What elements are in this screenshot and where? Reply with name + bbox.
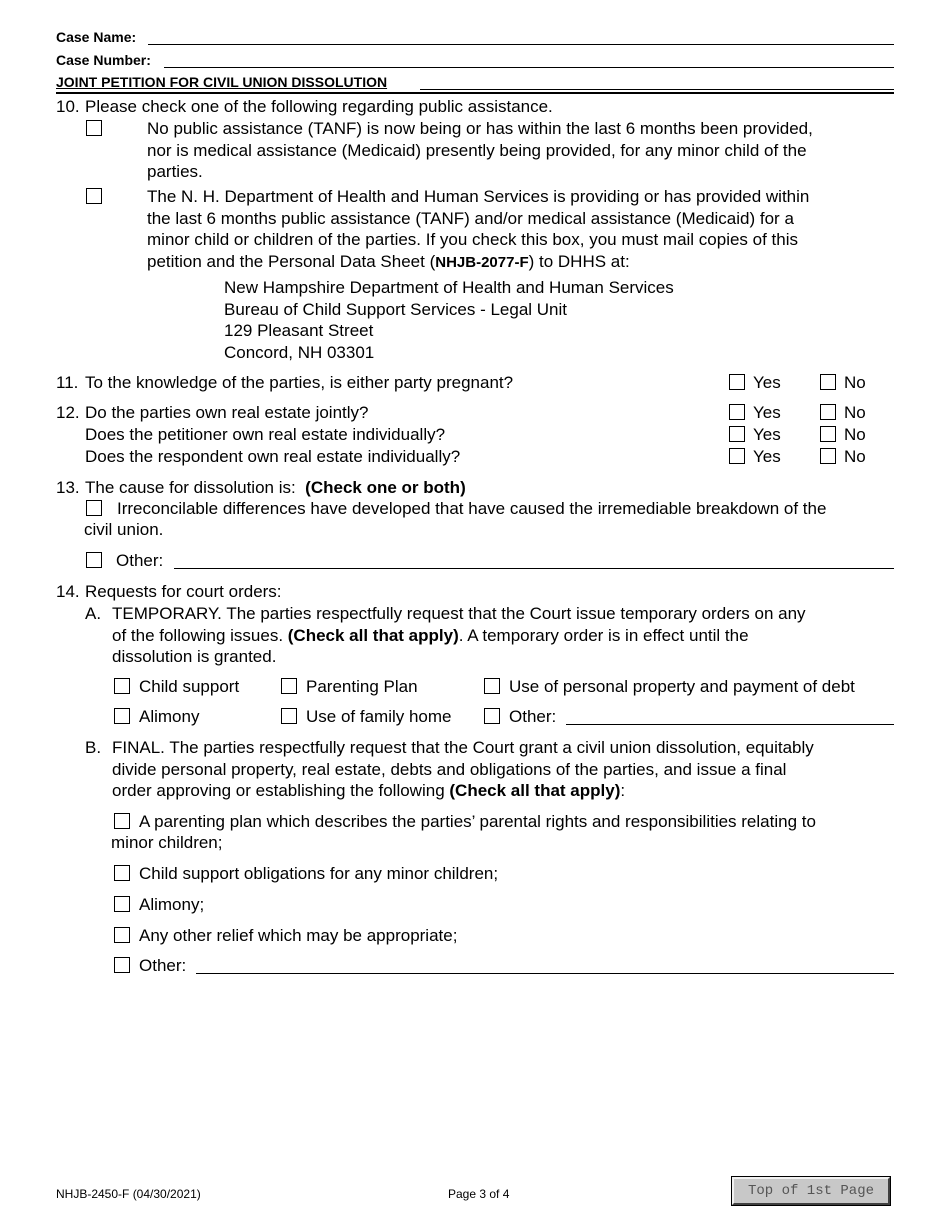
case-name-field[interactable]: [148, 44, 894, 45]
q14-b-line1: FINAL. The parties respectfully request that the Court grant a civil union dissolution, equitably: [112, 738, 814, 757]
q14-b-line3-post: :: [620, 781, 626, 800]
q12-respondent-yes-label: Yes: [753, 447, 781, 466]
temp-parenting-plan-label: Parenting Plan: [306, 677, 418, 696]
q12-petitioner-no-checkbox[interactable]: [820, 426, 836, 442]
temp-alimony-label: Alimony: [139, 707, 200, 726]
final-parenting-plan-checkbox[interactable]: [114, 813, 130, 829]
q10-no-assistance-checkbox[interactable]: [86, 120, 102, 136]
final-child-support-checkbox[interactable]: [114, 865, 130, 881]
q14-a-line2: [112, 625, 749, 647]
q10-option2-line4: [147, 251, 630, 274]
q10-option2-line4-post: ) to DHHS at:: [528, 251, 630, 271]
temp-alimony-checkbox[interactable]: [114, 708, 130, 724]
q12-question-petitioner: Does the petitioner own real estate individually?: [85, 425, 446, 444]
final-alimony-checkbox[interactable]: [114, 896, 130, 912]
final-alimony-label: Alimony;: [139, 895, 205, 914]
q10-option1-line1: No public assistance (TANF) is now being or has within the last 6 months been provided,: [147, 119, 813, 138]
dhhs-address-line3: 129 Pleasant Street: [224, 321, 374, 340]
final-other-label: Other:: [139, 956, 187, 975]
q10-option2-line3: minor child or children of the parties. If you check this box, you must mail copies of this: [147, 230, 799, 249]
q14-a-line2-post: . A temporary order is in effect until the: [458, 625, 749, 645]
footer-form-id: NHJB-2450-F (04/30/2021): [56, 1187, 201, 1201]
q11-no-label: No: [844, 373, 866, 392]
q14-b-line3-pre: order approving or establishing the following: [112, 781, 450, 800]
final-parenting-plan-line2: minor children;: [111, 833, 223, 852]
q11-yes-label: Yes: [753, 373, 781, 392]
q12-question-jointly: Do the parties own real estate jointly?: [85, 403, 369, 422]
top-of-first-page-button[interactable]: Top of 1st Page: [732, 1177, 890, 1205]
q13-prompt-instruction: (Check one or both): [305, 478, 466, 497]
q14-a-line2-pre: of the following issues.: [112, 625, 288, 645]
q12-jointly-no-checkbox[interactable]: [820, 404, 836, 420]
q12-jointly-no-label: No: [844, 403, 866, 422]
q12-petitioner-yes-label: Yes: [753, 425, 781, 444]
final-child-support-label: Child support obligations for any minor children;: [139, 864, 499, 883]
form-title: JOINT PETITION FOR CIVIL UNION DISSOLUTION: [56, 74, 388, 90]
final-other-relief-checkbox[interactable]: [114, 927, 130, 943]
temp-child-support-label: Child support: [139, 677, 240, 696]
q10-option2-line4-pre: petition and the Personal Data Sheet (: [147, 251, 436, 271]
final-other-relief-label: Any other relief which may be appropriate;: [139, 926, 458, 945]
q11-no-checkbox[interactable]: [820, 374, 836, 390]
q13-other-label: Other:: [116, 551, 164, 570]
q10-option2-line2: the last 6 months public assistance (TANF) and/or medical assistance (Medicaid) for a: [147, 208, 794, 228]
temp-parenting-plan-checkbox[interactable]: [281, 678, 297, 694]
q14-b-letter: B.: [85, 738, 102, 757]
q12-petitioner-no-label: No: [844, 425, 866, 444]
q11-number: 11.: [56, 373, 79, 392]
q14-b-line3: [112, 780, 625, 802]
header-divider: [56, 92, 894, 94]
q10-dhhs-assistance-checkbox[interactable]: [86, 188, 102, 204]
q14-prompt: Requests for court orders:: [85, 582, 282, 601]
q14-a-letter: A.: [85, 604, 102, 623]
q13-other-checkbox[interactable]: [86, 552, 102, 568]
q13-irreconcilable-line2: civil union.: [84, 520, 164, 539]
q10-option1-line2: nor is medical assistance (Medicaid) presently being provided, for any minor child of the: [147, 140, 807, 160]
temp-family-home-checkbox[interactable]: [281, 708, 297, 724]
q14-a-line3: dissolution is granted.: [112, 647, 277, 666]
personal-data-sheet-form-id: NHJB-2077-F: [435, 253, 529, 271]
q14-number: 14.: [56, 582, 80, 601]
q12-jointly-yes-label: Yes: [753, 403, 781, 422]
q12-jointly-yes-checkbox[interactable]: [729, 404, 745, 420]
q13-other-field[interactable]: [174, 568, 894, 569]
q13-number: 13.: [56, 478, 80, 497]
q10-number: 10.: [56, 97, 80, 116]
q12-respondent-no-checkbox[interactable]: [820, 448, 836, 464]
temp-child-support-checkbox[interactable]: [114, 678, 130, 694]
temp-other-label: Other:: [509, 707, 557, 726]
case-number-label: Case Number:: [56, 52, 151, 68]
case-name-label: Case Name:: [56, 29, 137, 45]
case-number-field[interactable]: [164, 67, 894, 68]
temp-personal-property-checkbox[interactable]: [484, 678, 500, 694]
dhhs-address-line2: Bureau of Child Support Services - Legal Unit: [224, 299, 568, 319]
q11-yes-checkbox[interactable]: [729, 374, 745, 390]
q12-petitioner-yes-checkbox[interactable]: [729, 426, 745, 442]
q13-irreconcilable-line1: Irreconcilable differences have developed that have caused the irremediable breakdown of the: [117, 499, 827, 518]
temp-family-home-label: Use of family home: [306, 707, 452, 726]
q14-b-line2: divide personal property, real estate, debts and obligations of the parties, and issue a final: [112, 759, 787, 779]
q10-prompt: Please check one of the following regarding public assistance.: [85, 97, 553, 116]
q14-a-line1: TEMPORARY. The parties respectfully request that the Court issue temporary orders on any: [112, 604, 806, 623]
final-parenting-plan-line1: A parenting plan which describes the parties’ parental rights and responsibilities relating to: [139, 812, 816, 831]
q13-prompt-text: The cause for dissolution is:: [85, 478, 296, 497]
q11-question: To the knowledge of the parties, is either party pregnant?: [85, 373, 514, 392]
q10-option1-line3: parties.: [147, 162, 203, 181]
q13-prompt: [85, 477, 466, 499]
q12-question-respondent: Does the respondent own real estate individually?: [85, 447, 461, 466]
q13-irreconcilable-checkbox[interactable]: [86, 500, 102, 516]
q12-number: 12.: [56, 403, 80, 422]
q14-b-instruction: (Check all that apply): [449, 781, 621, 800]
final-other-checkbox[interactable]: [114, 957, 130, 973]
q12-respondent-yes-checkbox[interactable]: [729, 448, 745, 464]
dhhs-address-line4: Concord, NH 03301: [224, 342, 375, 362]
final-other-field[interactable]: [196, 973, 894, 974]
temp-other-field[interactable]: [566, 724, 894, 725]
q12-respondent-no-label: No: [844, 447, 866, 466]
dhhs-address-line1: New Hampshire Department of Health and Human Services: [224, 278, 674, 297]
temp-other-checkbox[interactable]: [484, 708, 500, 724]
q10-option2-line1: The N. H. Department of Health and Human Services is providing or has provided within: [147, 187, 810, 206]
footer-page-number: Page 3 of 4: [448, 1187, 510, 1201]
title-rule: [420, 89, 894, 90]
temp-personal-property-label: Use of personal property and payment of debt: [509, 677, 855, 696]
q14-a-instruction: (Check all that apply): [287, 625, 459, 645]
